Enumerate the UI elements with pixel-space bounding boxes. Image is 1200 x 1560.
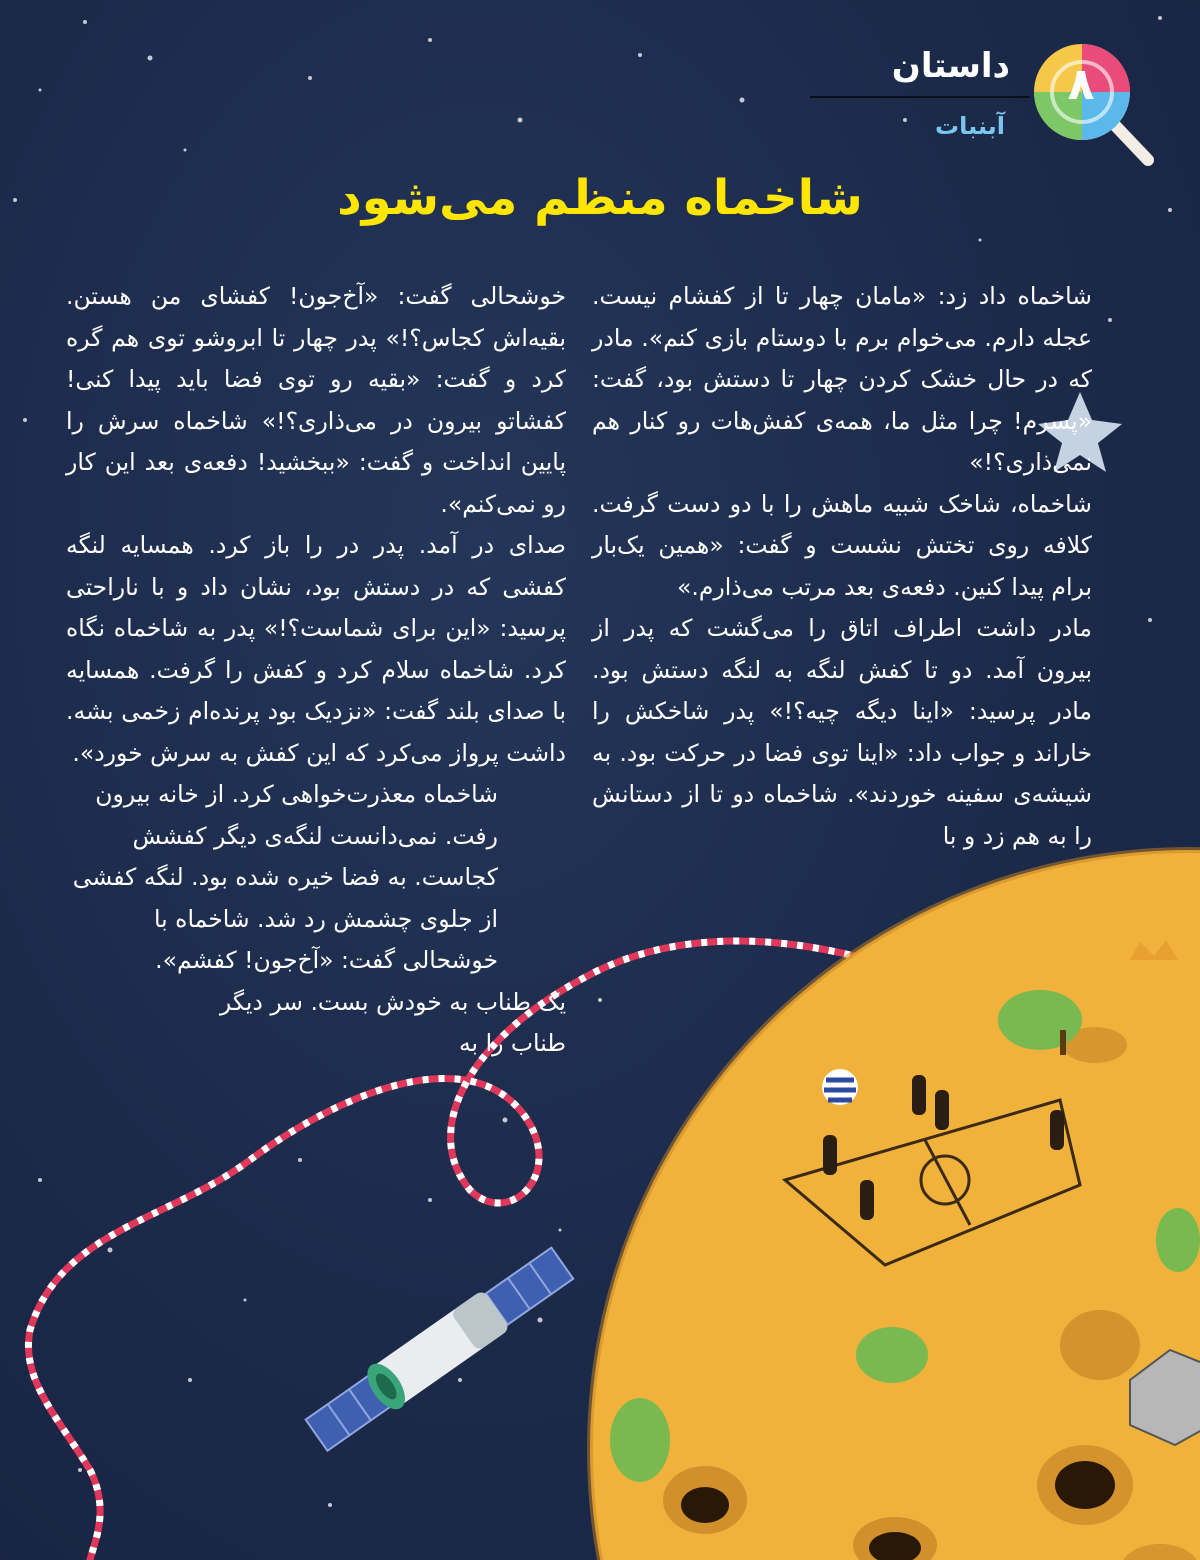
- text-column-left: [66, 276, 566, 1065]
- page-number: ۸: [1067, 59, 1095, 110]
- story-title: شاخماه منظم می‌شود: [337, 170, 863, 226]
- satellite-illustration: [302, 1242, 578, 1457]
- header-divider: [810, 96, 1030, 98]
- paragraph: مادر داشت اطراف اتاق را می‌گشت که پدر از بیرون آمد. دو تا کفش لنگه به لنگه دستش بود. مادر پرسید: «اینا دیگه چیه؟!» پدر شاخکش را خاراند و جواب داد: «اینا توی فضا در حرکت بود. به شیشه‌ی سفینه خوردند». شاخماه دو تا از دستانش را به هم زد و با: [592, 614, 1092, 850]
- paragraph: شاخماه داد زد: «مامان چهار تا از کفشام نیست. عجله دارم. می‌خوام برم با دوستام بازی کنم». مادر که در حال خشک کردن چهار تا دستش بود، گفت: «پسرم! چرا مثل ما، همه‌ی کفش‌هات رو کنار هم نمی‌ذاری؟!»: [592, 282, 1092, 476]
- paragraph: شاخماه، شاخک شبیه ماهش را با دو دست گرفت. کلافه روی تختش نشست و گفت: «همین یک‌بار برام پیدا کنین. دفعه‌ی بعد مرتب می‌ذارم.»: [592, 489, 1092, 601]
- paragraph: خوشحالی گفت: «آخ‌جون! کفشای من هستن. بقیه‌اش کجاس؟!» پدر چهار تا ابروشو توی هم گره کرد و گفت: «بقیه رو توی فضا باید پیدا کنی! کفشاتو بیرون در می‌ذاری؟!» شاخماه سرش را پایین انداخت و گفت: «ببخشید! دفعه‌ی بعد این کار رو نمی‌کنم».: [66, 282, 566, 518]
- text-column-right: [592, 276, 1092, 857]
- paragraph: شاخماه معذرت‌خواهی کرد. از خانه بیرون رفت. نمی‌دانست لنگه‌ی دیگر کفشش کجاست. به فضا خیره شده بود. لنگه کفشی از جلوی چشمش رد شد. شاخماه با خوشحالی گفت: «آخ‌جون! کفشم».: [72, 780, 498, 974]
- section-label: داستان: [891, 46, 1010, 86]
- magazine-logo: آبنبات: [935, 112, 1005, 140]
- paragraph: صدای در آمد. پدر در را باز کرد. همسایه لنگه کفشی که در دستش بود، نشان داد و با ناراحتی پرسید: «این برای شماست؟!» پدر به شاخماه نگاه کرد. شاخماه سلام کرد و کفش را گرفت. همسایه با صدای بلند گفت: «نزدیک بود پرنده‌ام زخمی بشه. داشت پرواز می‌کرد که این کفش به سرش خورد».: [66, 531, 566, 767]
- paragraph: یک طناب به خودش بست. سر دیگر طناب را به: [219, 987, 566, 1057]
- planet-illustration: [590, 850, 1200, 1560]
